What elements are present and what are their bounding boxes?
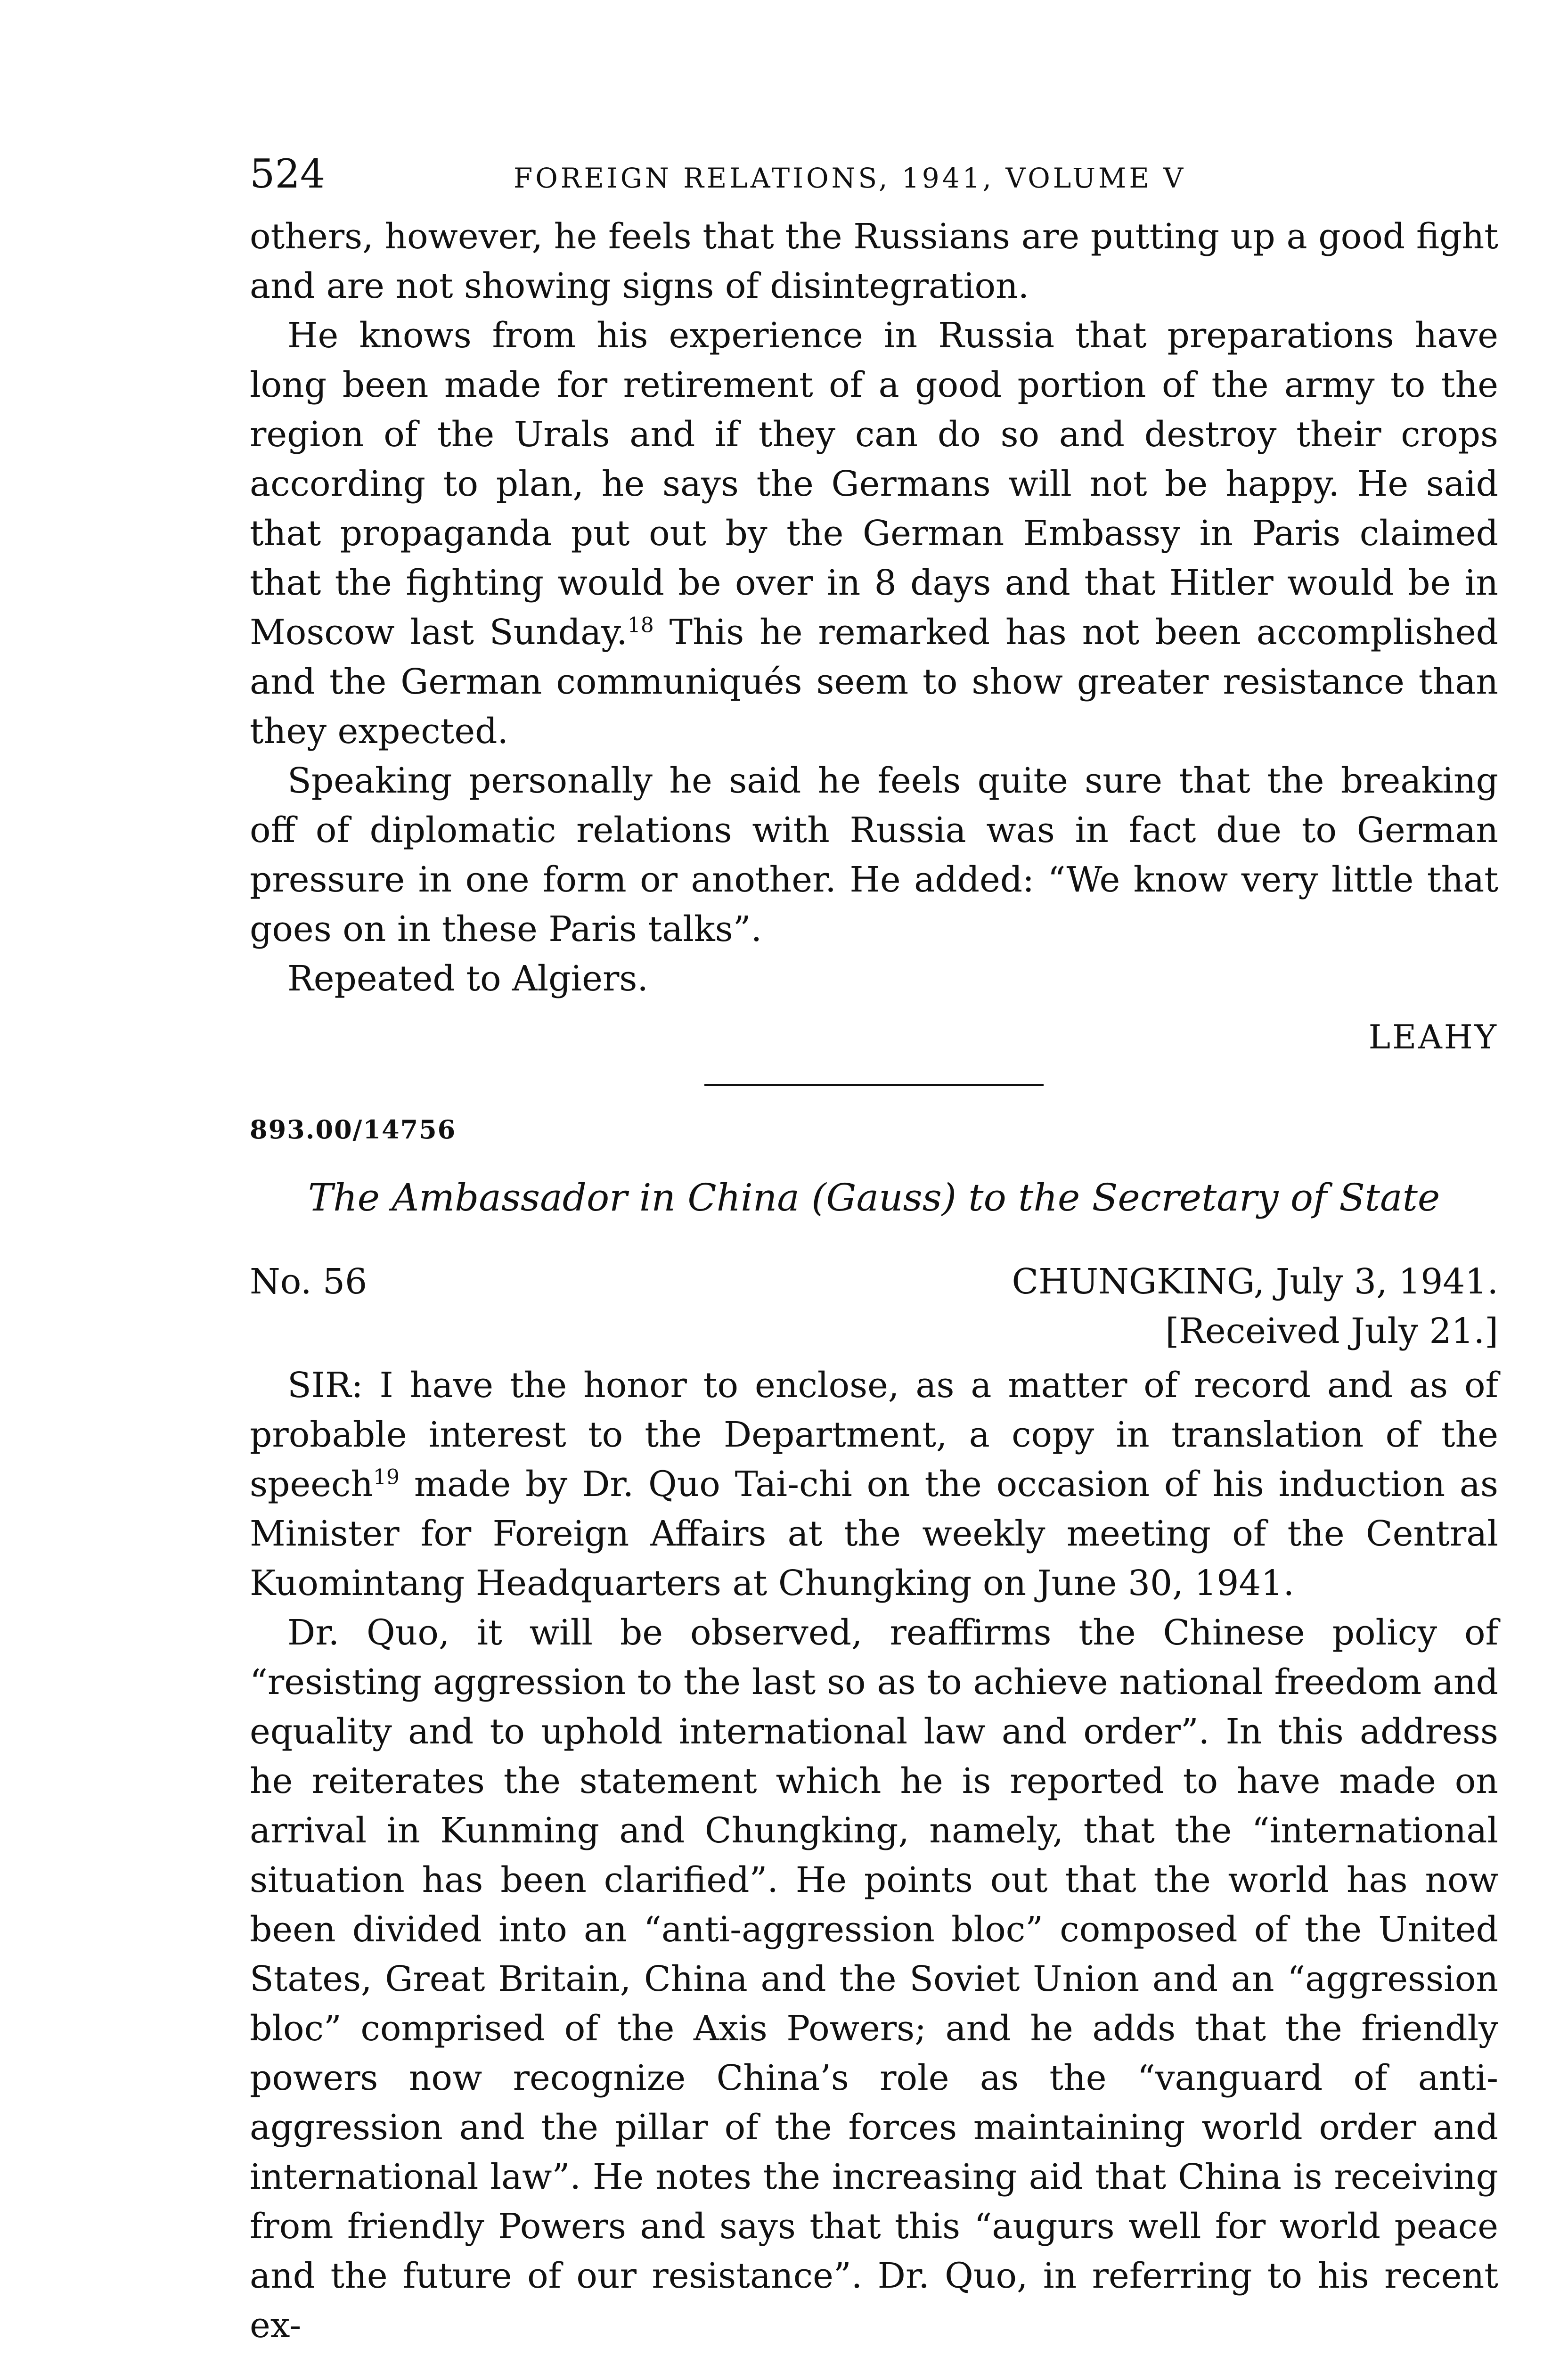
salutation: SIR:: [287, 1365, 363, 1406]
place: CHUNGKING,: [1012, 1261, 1265, 1302]
paragraph-text: I have the honor to enclose, as a matter of record and as of probable interest to the Department, a copy in translation of the speech: [250, 1365, 1498, 1505]
paragraph: Speaking personally he said he feels quite sure that the breaking off of diplomatic relations with Russia was in fact due to German pressure in one form or another. He added: “We know very little that goes on in these Paris talks”.: [250, 761, 1498, 949]
paragraph: [250, 1361, 1498, 1608]
place-date: [1012, 1257, 1498, 1307]
signature: LEAHY: [1368, 1018, 1498, 1056]
page: [250, 151, 1498, 2356]
dateline: [250, 1257, 1498, 1307]
document-title: The Ambassador in China (Gauss) to the Secretary of State: [308, 1176, 1440, 1219]
paragraph-text: He knows from his experience in Russia that preparations have long been made for retirement of a good portion of the army to the region of the Urals and if they can do so and destroy their crops according to plan, he says the Germans will not be happy. He said that propaganda put out by the German Embassy in Paris claimed that the fighting would be over in 8 days and that Hitler would be in Moscow last Sunday.: [250, 315, 1498, 653]
file-number: 893.00/14756: [250, 1114, 457, 1145]
footnote-ref: 18: [627, 613, 654, 638]
date: July 3, 1941.: [1265, 1261, 1498, 1302]
page-header: [250, 151, 1498, 212]
continuation-text: [250, 212, 1498, 1004]
section-divider: [704, 1084, 1044, 1086]
paragraph: Dr. Quo, it will be observed, reaffirms the Chinese policy of “resisting aggression to the last so as to achieve national freedom and equality and to uphold international law and order”. In this address he reiterates the statement which he is reported to have made on arrival in Kunming and Chungking, namely, that the “international situation has been clarified”. He points out that the world has now been divided into an “anti-aggression bloc” composed of the United States, Great Britain, China and the Soviet Union and an “aggression bloc” comprised of the Axis Powers; and he adds that the friendly powers now recognize China’s role as the “vanguard of anti-aggression and the pillar of the forces maintaining world order and international law”. He notes the increasing aid that China is receiving from friendly Powers and says that this “augurs well for world peace and the future of our resistance”. Dr. Quo, in referring to his recent ex-: [250, 1612, 1498, 2346]
running-head: FOREIGN RELATIONS, 1941, VOLUME V: [514, 162, 1186, 194]
dispatch-number: No. 56: [250, 1261, 368, 1302]
paragraph: [250, 311, 1498, 756]
document-body: [250, 1361, 1498, 2350]
paragraph-text: This he remarked has not been accomplished and the German communiqués seem to show greater resistance than they expected.: [250, 612, 1498, 752]
paragraph: others, however, he feels that the Russians are putting up a good fight and are not showing signs of disintegration.: [250, 216, 1498, 306]
paragraph-text: made by Dr. Quo Tai-chi on the occasion of his induction as Minister for Foreign Affairs at the weekly meeting of the Central Kuomintang Headquarters at Chungking on June 30, 1941.: [250, 1464, 1498, 1603]
footnote-ref: 19: [373, 1465, 400, 1489]
page-number: 524: [250, 151, 326, 197]
received-date: [Received July 21.]: [1165, 1311, 1498, 1351]
paragraph: Repeated to Algiers.: [287, 958, 648, 999]
